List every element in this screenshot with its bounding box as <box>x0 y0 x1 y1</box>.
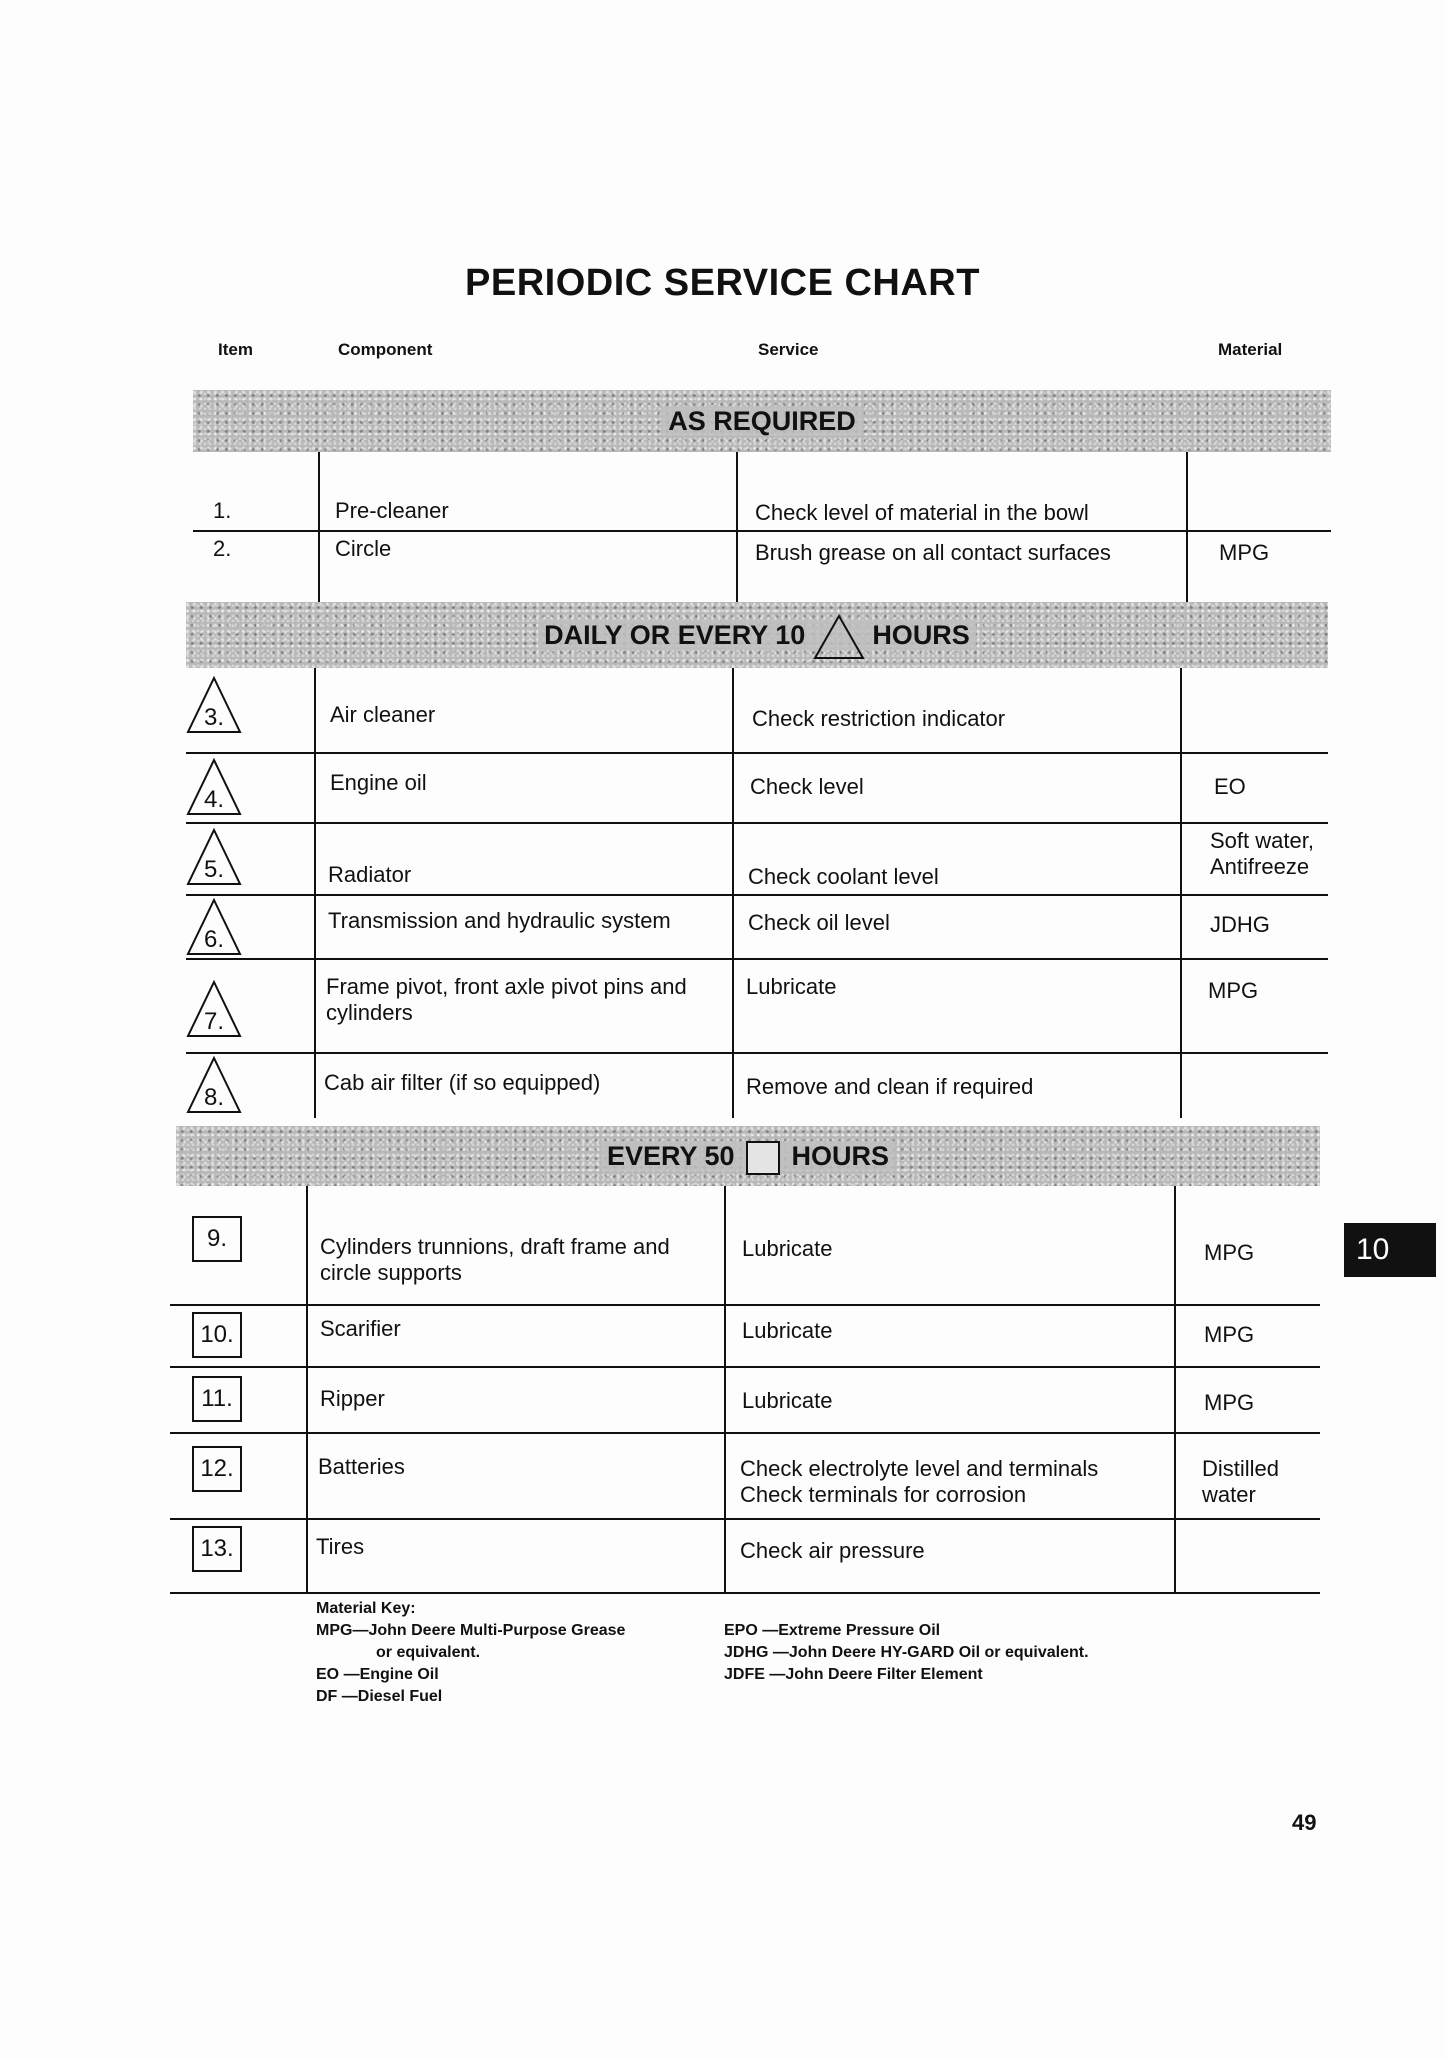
material-key-entry: EO —Engine Oil <box>316 1666 439 1683</box>
table-row <box>193 490 1331 532</box>
item-number: 7. <box>204 1008 225 1035</box>
service-cell: Check air pressure <box>740 1538 925 1563</box>
service-cell: Lubricate <box>742 1388 833 1413</box>
table-row <box>186 896 1328 960</box>
component-cell: Air cleaner <box>330 702 436 727</box>
component-cell: Cab air filter (if so equipped) <box>324 1070 601 1095</box>
material-key-entry: DF —Diesel Fuel <box>316 1688 443 1705</box>
service-cell: Lubricate <box>742 1236 833 1261</box>
section-band-daily <box>186 602 1328 668</box>
section-label <box>538 620 976 650</box>
material-cell: JDHG <box>1210 912 1270 937</box>
component-cell: Ripper <box>320 1386 385 1411</box>
table-row <box>186 1054 1328 1118</box>
header-service: Service <box>758 340 819 359</box>
table-row <box>170 1186 1320 1306</box>
material-key-entry: EPO —Extreme Pressure Oil <box>724 1622 941 1639</box>
material-key-right <box>724 1620 1089 1686</box>
service-cell: Check level of material in the bowl <box>755 500 1089 525</box>
component-cell: Scarifier <box>320 1316 401 1341</box>
material-key-left <box>316 1598 625 1708</box>
table-row <box>170 1368 1320 1434</box>
component-cell: Cylinders trunnions, draft frame and circle supports <box>320 1234 670 1285</box>
component-cell: Transmission and hydraulic system <box>328 908 671 933</box>
square-hours-icon <box>746 1141 780 1175</box>
section-band-every-50 <box>176 1126 1320 1186</box>
material-cell: Distilled water <box>1202 1456 1280 1507</box>
material-key-heading: Material Key: <box>316 1600 416 1617</box>
table-row <box>170 1434 1320 1520</box>
material-cell: MPG <box>1208 978 1259 1003</box>
header-item: Item <box>218 340 253 359</box>
page-number: 49 <box>1292 1810 1317 1835</box>
component-cell: Pre-cleaner <box>335 498 449 523</box>
component-cell: Circle <box>335 536 392 561</box>
triangle-hours-icon <box>813 614 865 660</box>
section-label <box>601 1141 895 1171</box>
material-key-entry: JDHG —John Deere HY-GARD Oil or equivalent. <box>724 1644 1089 1661</box>
material-cell: MPG <box>1204 1240 1255 1265</box>
table-row <box>193 532 1331 572</box>
section-label-suffix: HOURS <box>791 1141 890 1171</box>
material-cell: EO <box>1214 774 1246 799</box>
page-title: PERIODIC SERVICE CHART <box>465 262 980 304</box>
service-cell: Check oil level <box>748 910 890 935</box>
service-cell: Check level <box>750 774 864 799</box>
item-number: 1. <box>213 498 232 523</box>
item-number-box: 11. <box>192 1376 242 1422</box>
service-cell: Lubricate <box>742 1318 833 1343</box>
material-key-entry: MPG—John Deere Multi-Purpose Grease <box>316 1622 626 1639</box>
header-component: Component <box>338 340 433 359</box>
component-cell: Frame pivot, front axle pivot pins and cylinders <box>326 974 687 1025</box>
service-cell: Check restriction indicator <box>752 706 1006 731</box>
table-row <box>170 1520 1320 1594</box>
section-band-as-required <box>193 390 1331 452</box>
service-cell: Lubricate <box>746 974 837 999</box>
material-cell: MPG <box>1204 1322 1255 1347</box>
component-cell: Engine oil <box>330 770 427 795</box>
item-number-box: 9. <box>192 1216 242 1262</box>
section-label-suffix: HOURS <box>872 620 970 650</box>
table-row <box>186 668 1328 754</box>
material-cell: MPG <box>1219 540 1270 565</box>
table-row <box>186 754 1328 824</box>
section-label: AS REQUIRED <box>662 406 862 436</box>
item-number-box: 10. <box>192 1312 242 1358</box>
item-number: 6. <box>204 926 225 953</box>
item-number: 2. <box>213 536 232 561</box>
component-cell: Batteries <box>318 1454 405 1479</box>
table-row <box>170 1306 1320 1368</box>
material-key-entry: JDFE —John Deere Filter Element <box>724 1666 983 1683</box>
service-cell: Check coolant level <box>748 864 939 889</box>
item-number-box: 12. <box>192 1446 242 1492</box>
header-material: Material <box>1218 340 1283 359</box>
section-label-prefix: DAILY OR EVERY 10 <box>544 620 806 650</box>
item-number: 8. <box>204 1084 225 1111</box>
service-cell: Brush grease on all contact surfaces <box>755 540 1111 565</box>
item-number: 3. <box>204 704 225 731</box>
service-cell: Check electrolyte level and terminals Check terminals for corrosion <box>740 1456 1099 1507</box>
material-cell: Soft water, Antifreeze <box>1210 828 1314 879</box>
material-key-entry: or equivalent. <box>376 1644 481 1661</box>
table-row <box>186 824 1328 896</box>
section-label-prefix: EVERY 50 <box>606 1141 735 1171</box>
component-cell: Radiator <box>328 862 412 887</box>
service-cell: Remove and clean if required <box>746 1074 1034 1099</box>
table-row <box>186 960 1328 1054</box>
item-number-box: 13. <box>192 1526 242 1572</box>
item-number: 4. <box>204 786 225 813</box>
component-cell: Tires <box>316 1534 365 1559</box>
item-number: 5. <box>204 856 225 883</box>
material-cell: MPG <box>1204 1390 1255 1415</box>
section-tab: 10 <box>1344 1223 1436 1277</box>
